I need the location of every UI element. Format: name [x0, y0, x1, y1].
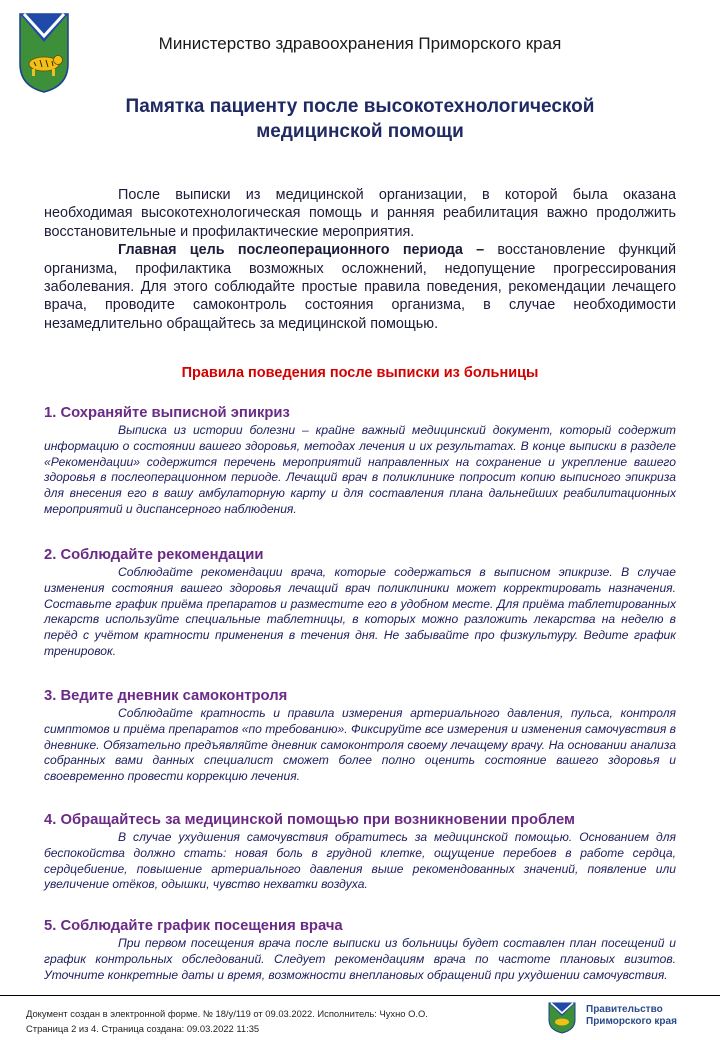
footer-divider	[0, 995, 720, 996]
gov-line-1: Правительство	[586, 1004, 663, 1015]
section-4	[44, 811, 676, 893]
title-line-2: медицинской помощи	[256, 121, 464, 142]
section-body: При первом посещения врача после выписки из больницы будет составлен план посещений и график контрольных обследований. Следует рекомендациям врача по частоте плановых визитов. Уточните конкретные даты и время, возможности внеплановых обращений при ухудшении самочувствия.	[44, 936, 676, 982]
footer-line-2: Страница 2 из 4. Страница создана: 09.03.2022 11:35	[26, 1023, 260, 1034]
rules-heading: Правила поведения после выписки из больницы	[181, 365, 539, 381]
intro-paragraph-2	[44, 241, 676, 333]
coat-of-arms-icon	[18, 12, 70, 94]
intro-text	[44, 186, 676, 333]
ministry-name: Министерство здравоохранения Приморского края	[158, 34, 562, 53]
section-body: В случае ухудшения самочувствия обратитесь за медицинской помощью. Основанием для беспокойства должно стать: новая боль в грудной клетке, ощущение перебоев в работе сердца, сердцебиение, повышение артериального давления выше рекомендованных значений, появление или увеличение отёков, одышки, чувство нехватки воздуха.	[44, 830, 676, 892]
goal-text: восстановление функций организма, профилактика возможных осложнений, недопущение прогрессирования заболевания. Для этого соблюдайте простые правила поведения, рекомендации лечащего врача, проводите самоконтроль состояния организма, в случае необходимости незамедлительно обращайтесь за медицинской помощью.	[44, 242, 676, 332]
government-label	[586, 1004, 677, 1028]
section-body: Соблюдайте рекомендации врача, которые содержаться в выписном эпикризе. В случае изменения состояния вашего здоровья лечащий врач поликлиники может корректировать назначения. Составьте график приёма препаратов и разместите его в удобном месте. Для приёма таблетированных лекарств используйте специальные таблетницы, в которых можно разложить лекарства на неделю в перёд с учётом кратности применения в течения дня. Не забывайте про физкультуру. Ведите график тренировок.	[44, 565, 676, 658]
footer-meta	[26, 1006, 428, 1036]
section-1	[44, 404, 676, 518]
section-3	[44, 687, 676, 785]
section-heading: 4. Обращайтесь за медицинской помощью при возникновении проблем	[44, 812, 575, 828]
section-heading: 5. Соблюдайте график посещения врача	[44, 918, 343, 934]
section-2	[44, 546, 676, 660]
intro-paragraph-1: После выписки из медицинской организации, в которой была оказана необходимая высокотехнологическая помощь и ранняя реабилитация важно продолжить восстановительные и профилактические мероприятия.	[44, 187, 676, 240]
gov-line-2: Приморского края	[586, 1016, 677, 1027]
page-title	[60, 94, 660, 144]
section-body: Выписка из истории болезни – крайне важный медицинский документ, который содержит информацию о состоянии вашего здоровья, методах лечения и их результатах. В конце выписки в разделе «Рекомендации» содержится перечень мероприятий направленных на сохранение и укрепление вашего здоровья в послеоперационном периоде. Лечащий врач в поликлинике попросит копию выписного эпикриза для внесения его в вашу амбулаторную карту и для составления плана дальнейших реабилитационных мероприятий и диспансерного наблюдения.	[44, 423, 676, 516]
section-heading: 1. Сохраняйте выписной эпикриз	[44, 405, 290, 421]
section-5	[44, 917, 676, 983]
government-logo-icon	[548, 1002, 576, 1034]
goal-label: Главная цель послеоперационного периода –	[118, 242, 485, 259]
section-heading: 3. Ведите дневник самоконтроля	[44, 688, 288, 704]
section-heading: 2. Соблюдайте рекомендации	[44, 547, 264, 563]
section-body: Соблюдайте кратность и правила измерения артериального давления, пульса, контроля симптомов и приёма препаратов «по требованию». Фиксируйте все измерения и изменения самочувствия в дневнике. Обязательно предъявляйте дневник самоконтроля своему лечащему врачу. На основании анализа собранных вами данных специалист сможет более полно оценить состояние вашего здоровья и своевременно провести коррекцию лечения.	[44, 706, 676, 784]
title-line-1: Памятка пациенту после высокотехнологической	[125, 96, 595, 117]
footer-line-1: Документ создан в электронной форме. № 18/у/119 от 09.03.2022. Исполнитель: Чухно О.О.	[26, 1008, 428, 1019]
